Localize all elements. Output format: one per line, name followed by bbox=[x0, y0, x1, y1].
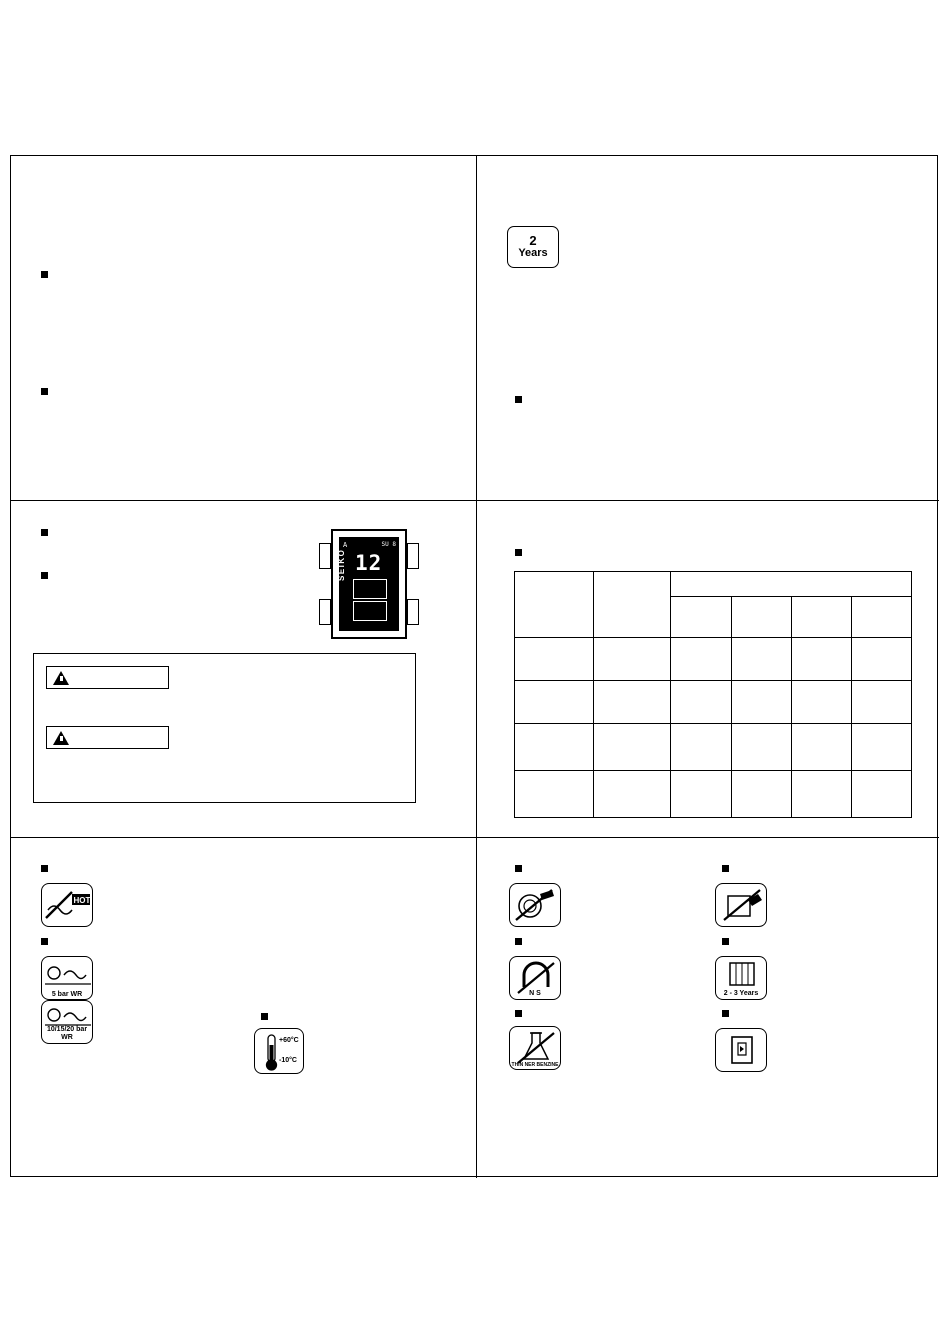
bullet-marker bbox=[41, 572, 48, 579]
panel-top-left bbox=[11, 156, 477, 501]
table-cell bbox=[791, 638, 851, 681]
disassembly-glyph bbox=[716, 884, 767, 927]
table-cell bbox=[671, 771, 731, 818]
battery-life-2-3-years-icon bbox=[715, 956, 767, 1000]
table-cell bbox=[671, 638, 731, 681]
caution-box bbox=[33, 653, 416, 803]
panel-top-right bbox=[477, 156, 939, 501]
table-cell bbox=[515, 638, 594, 681]
bullet-marker bbox=[722, 865, 729, 872]
chemicals-caption: THIN NER BENZINE bbox=[511, 1061, 559, 1068]
bullet-marker bbox=[41, 271, 48, 278]
table-row bbox=[515, 681, 912, 724]
panel-mid-right bbox=[477, 501, 939, 838]
table-cell bbox=[671, 724, 731, 771]
warranty-badge-number: 2 bbox=[529, 233, 537, 249]
table-header-cell bbox=[671, 597, 731, 638]
table-cell bbox=[515, 724, 594, 771]
table-cell bbox=[594, 638, 671, 681]
no-disassembly-icon bbox=[715, 883, 767, 927]
battery-life-caption: 2 - 3 Years bbox=[723, 989, 759, 997]
table-header-cell bbox=[731, 597, 791, 638]
table-cell bbox=[515, 771, 594, 818]
water-resistant-caption: 10/15/20 bar WR bbox=[46, 1026, 88, 1041]
table-row bbox=[515, 724, 912, 771]
watch-brand-label: SEIKO bbox=[337, 548, 346, 581]
warning-header bbox=[46, 666, 169, 689]
caution-header bbox=[46, 726, 169, 749]
bullet-marker bbox=[515, 396, 522, 403]
warning-triangle-icon bbox=[53, 731, 69, 745]
booklet-glyph bbox=[716, 1029, 767, 1072]
bullet-marker bbox=[722, 938, 729, 945]
table-header-group-cell bbox=[671, 572, 912, 597]
warranty-badge bbox=[507, 226, 559, 268]
bullet-marker bbox=[515, 938, 522, 945]
table-row bbox=[515, 638, 912, 681]
table-cell bbox=[731, 724, 791, 771]
bullet-marker bbox=[41, 388, 48, 395]
no-hot-water-glyph bbox=[42, 884, 93, 927]
bullet-marker bbox=[722, 1010, 729, 1017]
watch-display-segment bbox=[353, 601, 387, 621]
bullet-marker bbox=[261, 1013, 268, 1020]
watch-lug bbox=[319, 599, 331, 625]
table-cell bbox=[594, 681, 671, 724]
temperature-high-label: +60°C bbox=[279, 1037, 299, 1044]
specification-table bbox=[514, 571, 912, 818]
temperature-low-label: -10°C bbox=[279, 1057, 297, 1064]
bullet-marker bbox=[41, 529, 48, 536]
table-cell bbox=[515, 681, 594, 724]
no-magnet-icon bbox=[509, 956, 561, 1000]
water-resistant-caption: 5 bar WR bbox=[51, 990, 83, 998]
table-cell bbox=[851, 771, 911, 818]
table-header-row bbox=[515, 572, 912, 597]
table-cell bbox=[671, 681, 731, 724]
watch-lug bbox=[407, 599, 419, 625]
table-header-cell bbox=[791, 597, 851, 638]
watch-display-top-left: A bbox=[343, 541, 348, 549]
watch-display bbox=[339, 537, 399, 631]
panel-grid bbox=[10, 155, 938, 1177]
table-cell bbox=[594, 771, 671, 818]
no-impact-glyph bbox=[510, 884, 561, 927]
watch-lug bbox=[319, 543, 331, 569]
panel-mid-left bbox=[11, 501, 477, 838]
panel-bottom-left bbox=[11, 838, 477, 1178]
no-impact-shock-icon bbox=[509, 883, 561, 927]
bullet-marker bbox=[515, 549, 522, 556]
svg-text:HOT: HOT bbox=[73, 896, 91, 905]
bullet-marker bbox=[515, 865, 522, 872]
table-header-cell bbox=[515, 572, 594, 638]
no-hot-water-icon bbox=[41, 883, 93, 927]
table-cell bbox=[791, 771, 851, 818]
magnet-poles-caption: N S bbox=[529, 989, 541, 997]
table-cell bbox=[731, 638, 791, 681]
table-cell bbox=[731, 771, 791, 818]
watch-illustration bbox=[319, 529, 419, 639]
table-cell bbox=[731, 681, 791, 724]
table-header-cell bbox=[851, 597, 911, 638]
warning-triangle-icon bbox=[53, 671, 69, 685]
warranty-badge-unit: Years bbox=[518, 247, 548, 260]
watch-display-top-right: SU 8 bbox=[381, 541, 396, 548]
water-resistant-5bar-icon bbox=[41, 956, 93, 1000]
panel-bottom-right bbox=[477, 838, 939, 1178]
bullet-marker bbox=[41, 938, 48, 945]
table-cell bbox=[851, 681, 911, 724]
table-cell bbox=[791, 681, 851, 724]
table-cell bbox=[851, 638, 911, 681]
table-cell bbox=[851, 724, 911, 771]
thermometer-glyph bbox=[255, 1029, 305, 1075]
watch-lug bbox=[407, 543, 419, 569]
water-resistant-10-15-20bar-icon bbox=[41, 1000, 93, 1044]
table-cell bbox=[594, 724, 671, 771]
bullet-marker bbox=[41, 865, 48, 872]
manual-booklet-icon bbox=[715, 1028, 767, 1072]
table-cell bbox=[791, 724, 851, 771]
watch-display-main: 12 bbox=[355, 551, 383, 575]
watch-display-segment bbox=[353, 579, 387, 599]
table-row bbox=[515, 771, 912, 818]
table-header-cell bbox=[594, 572, 671, 638]
bullet-marker bbox=[515, 1010, 522, 1017]
temperature-range-icon bbox=[254, 1028, 304, 1074]
no-chemicals-icon bbox=[509, 1026, 561, 1070]
